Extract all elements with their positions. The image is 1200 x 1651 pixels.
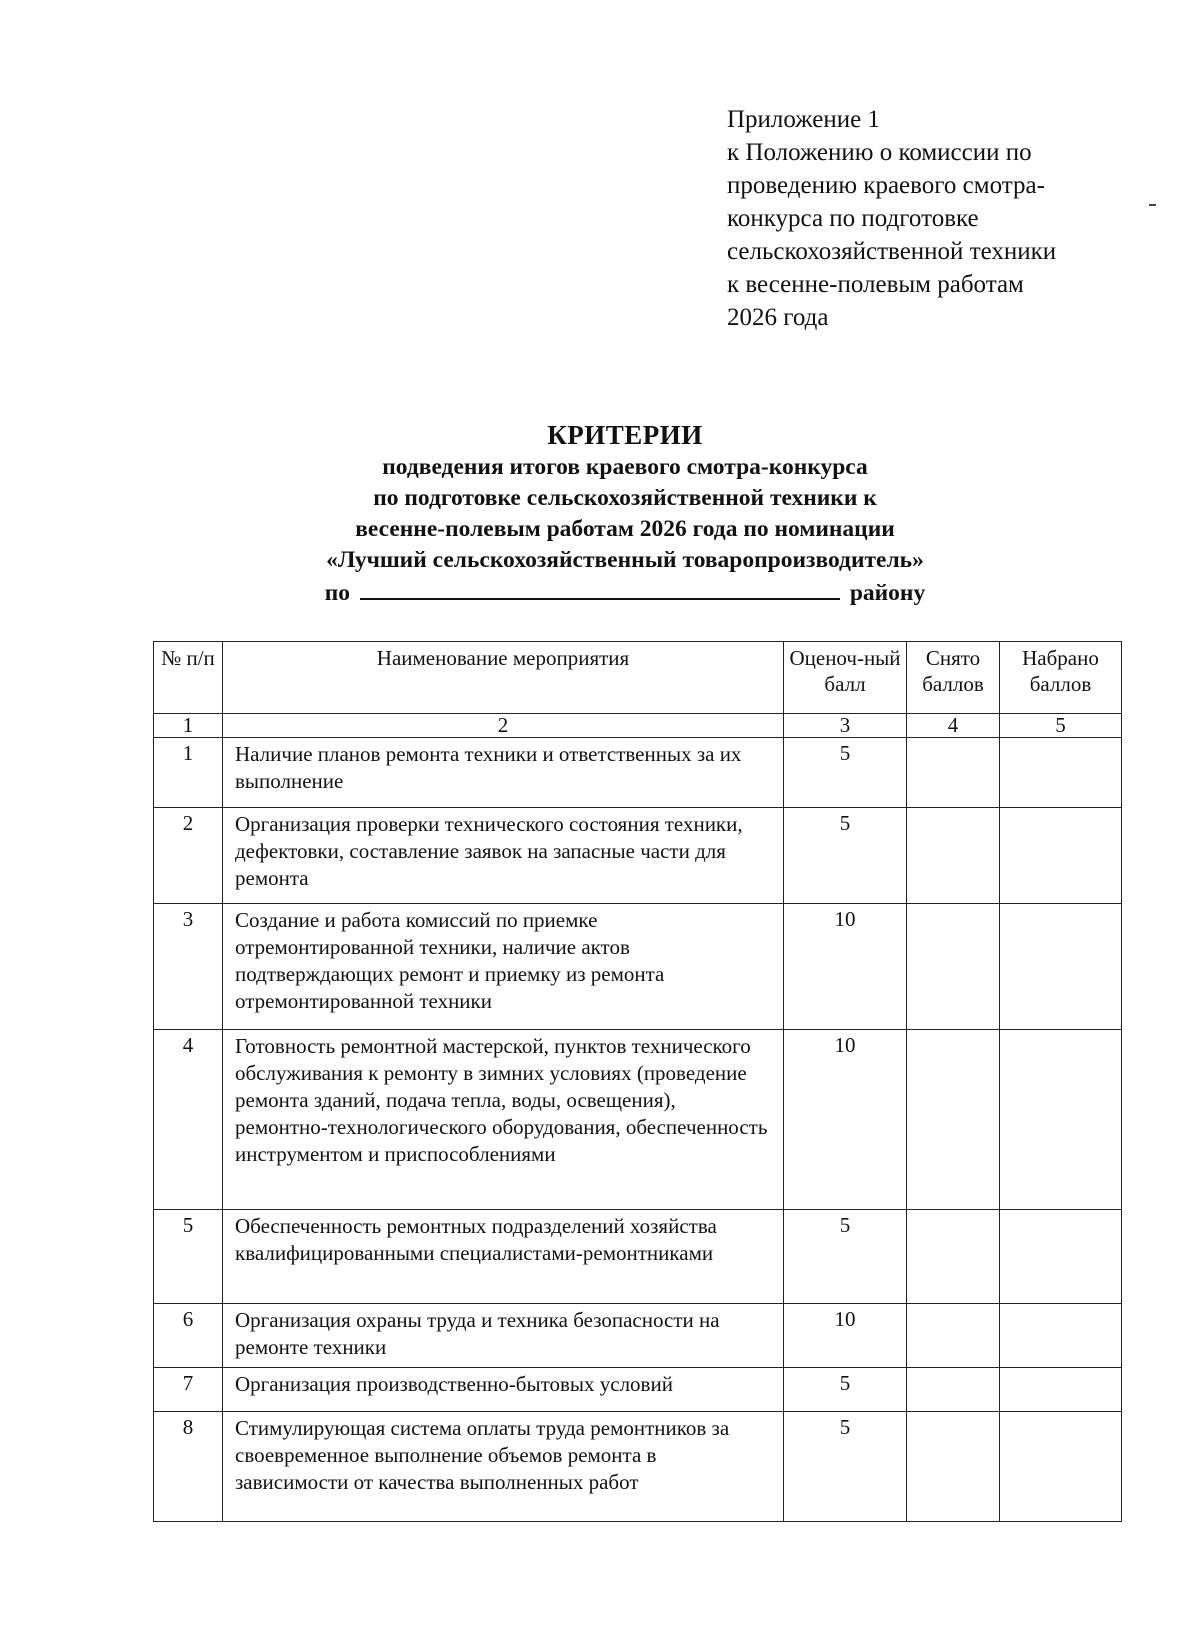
row-gained-cell[interactable] [1000,808,1122,904]
appendix-line: Приложение 1 [727,106,880,133]
row-score: 5 [784,738,907,808]
district-suffix: району [849,580,926,606]
row-number: 8 [154,1412,223,1522]
table-row [154,1304,1122,1368]
scan-mark [1149,204,1156,206]
heading-line: подведения итогов краевого смотра-конкурса [382,454,868,480]
appendix-line: к весенне-полевым работам [727,271,1024,298]
column-index: 3 [784,714,907,738]
row-removed-cell[interactable] [907,738,1000,808]
document-heading [0,418,1200,609]
row-number: 5 [154,1210,223,1304]
header-name: Наименование мероприятия [223,642,784,714]
row-score: 5 [784,808,907,904]
row-number: 1 [154,738,223,808]
district-prefix: по [324,580,351,606]
row-number: 3 [154,904,223,1030]
document-title: КРИТЕРИИ [547,420,703,450]
row-removed-cell[interactable] [907,1412,1000,1522]
row-activity: Создание и работа комиссий по приемке отремонтированной техники, наличие актов подтверждающих ремонт и приемку из ремонта отремонтированной техники [223,904,784,1030]
table-row [154,1412,1122,1522]
row-activity: Организация проверки технического состояния техники, дефектовки, составление заявок на запасные части для ремонта [223,808,784,904]
row-activity: Обеспеченность ремонтных подразделений хозяйства квалифицированными специалистами-ремонтниками [223,1210,784,1304]
row-gained-cell[interactable] [1000,1412,1122,1522]
row-activity: Наличие планов ремонта техники и ответственных за их выполнение [223,738,784,808]
header-row [154,642,1122,714]
appendix-line: сельскохозяйственной техники [727,238,1057,265]
row-score: 10 [784,1030,907,1210]
table-row [154,1210,1122,1304]
table-row [154,1030,1122,1210]
row-removed-cell[interactable] [907,1304,1000,1368]
header-num: № п/п [154,642,223,714]
district-blank-field[interactable] [360,576,840,600]
header-score: Оценоч-ный балл [784,642,907,714]
row-number: 6 [154,1304,223,1368]
heading-line: весенне-полевым работам 2026 года по номинации [355,516,895,542]
table-row [154,808,1122,904]
table-row [154,738,1122,808]
row-gained-cell[interactable] [1000,1304,1122,1368]
row-score: 10 [784,1304,907,1368]
row-number: 7 [154,1368,223,1412]
row-gained-cell[interactable] [1000,1368,1122,1412]
heading-line: по подготовке сельскохозяйственной техники к [373,485,877,511]
row-score: 10 [784,904,907,1030]
heading-line: «Лучший сельскохозяйственный товаропроизводитель» [326,547,924,573]
row-removed-cell[interactable] [907,1030,1000,1210]
appendix-line: к Положению о комиссии по [727,139,1032,166]
column-index: 1 [154,714,223,738]
column-index: 5 [1000,714,1122,738]
row-activity: Готовность ремонтной мастерской, пунктов технического обслуживания к ремонту в зимних условиях (проведение ремонта зданий, подача тепла, воды, освещения), ремонтно-технологического оборудования, обеспеченность инструментом и приспособлениями [223,1030,784,1210]
row-activity: Организация охраны труда и техника безопасности на ремонте техники [223,1304,784,1368]
row-number: 2 [154,808,223,904]
appendix-line: проведению краевого смотра- [727,172,1045,199]
appendix-line: конкурса по подготовке [727,205,979,232]
column-index-row [154,714,1122,738]
table-row [154,904,1122,1030]
header-removed: Снято баллов [907,642,1000,714]
column-index: 4 [907,714,1000,738]
row-removed-cell[interactable] [907,1210,1000,1304]
district-line [0,576,1200,609]
row-gained-cell[interactable] [1000,1030,1122,1210]
row-score: 5 [784,1412,907,1522]
table-row [154,1368,1122,1412]
row-gained-cell[interactable] [1000,1210,1122,1304]
row-activity: Организация производственно-бытовых условий [223,1368,784,1412]
row-removed-cell[interactable] [907,1368,1000,1412]
row-gained-cell[interactable] [1000,904,1122,1030]
criteria-table [153,641,1122,1522]
row-score: 5 [784,1368,907,1412]
row-number: 4 [154,1030,223,1210]
appendix-note [727,103,1147,334]
row-removed-cell[interactable] [907,904,1000,1030]
appendix-line: 2026 года [727,304,829,331]
row-gained-cell[interactable] [1000,738,1122,808]
row-score: 5 [784,1210,907,1304]
column-index: 2 [223,714,784,738]
row-activity: Стимулирующая система оплаты труда ремонтников за своевременное выполнение объемов ремонта в зависимости от качества выполненных работ [223,1412,784,1522]
header-gained: Набрано баллов [1000,642,1122,714]
row-removed-cell[interactable] [907,808,1000,904]
